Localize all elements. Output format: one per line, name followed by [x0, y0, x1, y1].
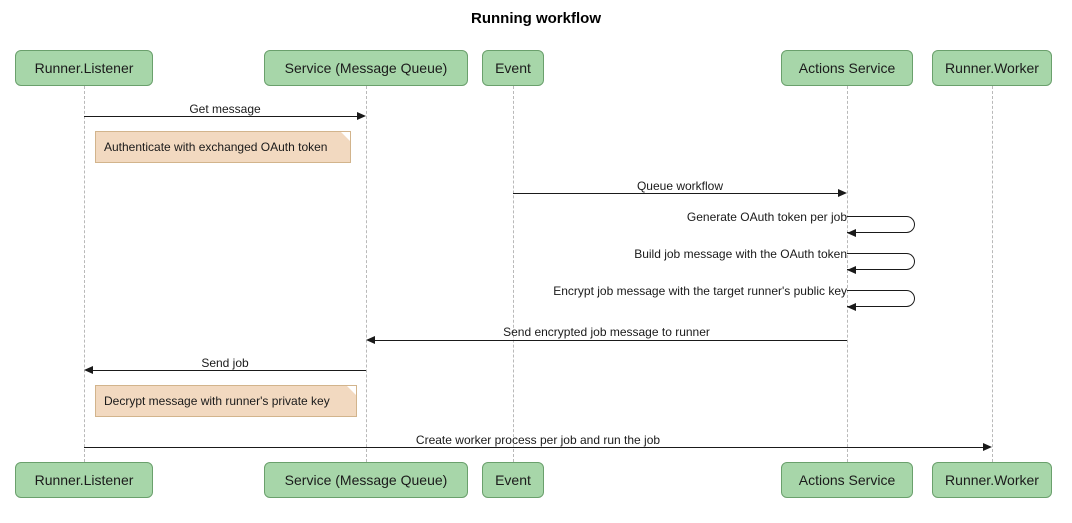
- actor-bottom-runner-worker[interactable]: [932, 462, 1052, 498]
- actor-label: Actions Service: [798, 472, 896, 488]
- note-decrypt-message: [95, 385, 357, 417]
- note-fold-corner: [347, 386, 356, 395]
- actor-label: Runner.Worker: [945, 472, 1039, 488]
- arrow-head-send-job: [84, 366, 93, 374]
- message-line-send-encrypted-job-message: [375, 340, 847, 341]
- note-text: Authenticate with exchanged OAuth token: [104, 140, 328, 154]
- arrow-head-send-encrypted-job-message: [366, 336, 375, 344]
- actor-label: Event: [495, 472, 531, 488]
- message-line-send-job: [93, 370, 366, 371]
- message-label-generate-oauth-token: Generate OAuth token per job: [686, 210, 847, 224]
- lifeline-runner-worker: [992, 86, 993, 462]
- note-text: Decrypt message with runner's private key: [104, 394, 330, 408]
- message-label-queue-workflow: Queue workflow: [636, 179, 724, 193]
- actor-label: Service (Message Queue): [284, 60, 448, 76]
- arrow-head-encrypt-job-message: [847, 303, 856, 311]
- lifeline-runner-listener: [84, 86, 85, 462]
- actor-label: Service (Message Queue): [284, 472, 448, 488]
- actor-bottom-actions-service[interactable]: [781, 462, 913, 498]
- actor-label: Runner.Listener: [34, 60, 134, 76]
- actor-label: Runner.Worker: [945, 60, 1039, 76]
- message-line-get-message: [84, 116, 357, 117]
- actor-label: Actions Service: [798, 60, 896, 76]
- lifeline-actions-service: [847, 86, 848, 462]
- message-line-queue-workflow: [513, 193, 838, 194]
- arrow-head-generate-oauth-token: [847, 229, 856, 237]
- note-fold-corner: [341, 132, 350, 141]
- actor-top-event[interactable]: [482, 50, 544, 86]
- self-loop-encrypt-job-message: [847, 290, 915, 307]
- self-loop-build-job-message: [847, 253, 915, 270]
- actor-top-runner-listener[interactable]: [15, 50, 153, 86]
- arrow-head-create-worker-process: [983, 443, 992, 451]
- note-authenticate-oauth: [95, 131, 351, 163]
- message-label-build-job-message: Build job message with the OAuth token: [634, 247, 847, 261]
- lifeline-service-message-queue: [366, 86, 367, 462]
- actor-top-actions-service[interactable]: [781, 50, 913, 86]
- actor-top-runner-worker[interactable]: [932, 50, 1052, 86]
- arrow-head-get-message: [357, 112, 366, 120]
- message-label-get-message: Get message: [189, 102, 261, 116]
- message-line-create-worker-process: [84, 447, 983, 448]
- arrow-head-queue-workflow: [838, 189, 847, 197]
- self-loop-generate-oauth-token: [847, 216, 915, 233]
- actor-bottom-service-message-queue[interactable]: [264, 462, 468, 498]
- actor-label: Event: [495, 60, 531, 76]
- arrow-head-build-job-message: [847, 266, 856, 274]
- actor-top-service-message-queue[interactable]: [264, 50, 468, 86]
- actor-bottom-event[interactable]: [482, 462, 544, 498]
- message-label-create-worker-process: Create worker process per job and run the job: [415, 433, 661, 447]
- lifeline-event: [513, 86, 514, 462]
- message-label-encrypt-job-message: Encrypt job message with the target runner's public key: [553, 284, 847, 298]
- diagram-title: Running workflow: [471, 10, 601, 27]
- actor-bottom-runner-listener[interactable]: [15, 462, 153, 498]
- actor-label: Runner.Listener: [34, 472, 134, 488]
- message-label-send-job: Send job: [201, 356, 249, 370]
- message-label-send-encrypted-job-message: Send encrypted job message to runner: [503, 325, 710, 339]
